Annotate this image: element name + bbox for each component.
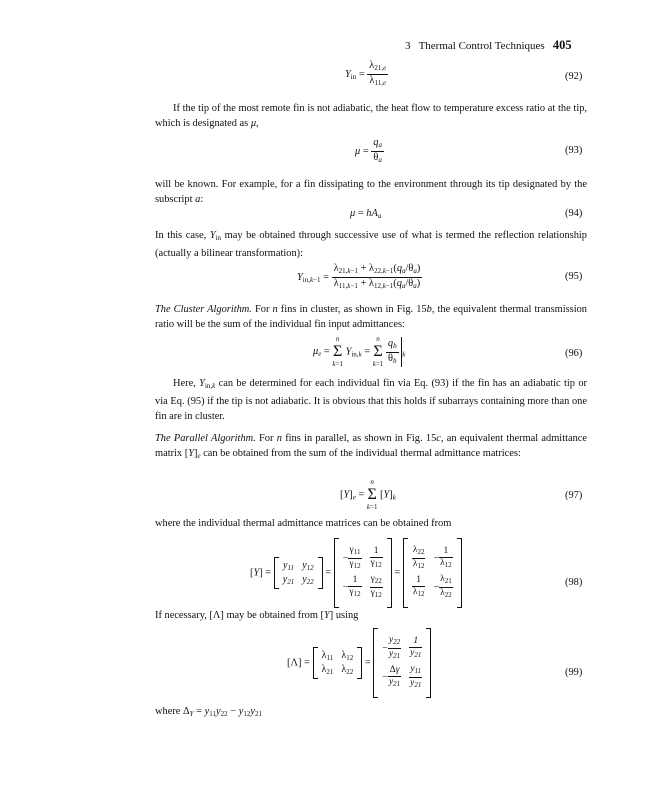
equation-94: $\mu = hA_a$ [350,208,382,220]
equation-97: $[Y]_e$ = n Σ k=1 $[Y]_k$ [340,478,396,511]
equation-92: $Y_{in}$ = $\frac{\lambda_{21,e}}{\lambda_{11,e}}$ [345,60,387,87]
paragraph-8: If necessary, [Λ] may be obtained from [Y] using [155,610,359,621]
paragraph-9: where $\Delta_Y = y_{11}y_{22} - y_{12}y_{21}$ [155,706,262,718]
equation-number-93: (93) [565,145,583,156]
equation-93: μ = $\frac{q_a}{\theta_a}$ [355,137,382,164]
page-number: 405 [552,38,572,52]
paragraph-1: If the tip of the most remote fin is not adiabatic, the heat flow to temperature excess ratio at the tip, which is designated as μ, [155,103,587,129]
equation-number-96: (96) [565,348,583,359]
chapter-title: Thermal Control Techniques [418,40,545,52]
equation-number-99: (99) [565,667,583,678]
equation-95: $Y_{in,k-1}$ = $\frac{\lambda_{21,k-1} + \lambda_{22,k-1}(q_a/\theta_a)}{\lambda_{11,k-1} + \lambda_{12,k-1}(q_a/\theta_a)}$ [297,263,421,290]
equation-number-97: (97) [565,490,583,501]
paragraph-7: where the individual thermal admittance matrices can be obtained from [155,518,452,529]
equation-96: $\mu_e$ = n Σ k=1 $Y_{in,k}$ = n Σ k=1 $\frac{q_b}{\theta_b}$ $_k$ [313,335,406,368]
paragraph-6: The Parallel Algorithm. For n fins in parallel, as shown in Fig. 15c, an equivalent thermal admittance matrix $[Y]_e$ can be obtained from the sum of the individual thermal admittance matrices: [155,433,588,460]
equation-number-98: (98) [565,577,583,588]
paragraph-4: The Cluster Algorithm. For n fins in cluster, as shown in Fig. 15b, the equivalent thermal transmission ratio will be the sum of the individual fin input admittances: [155,304,587,330]
chapter-number: 3 [405,40,411,52]
equation-number-92: (92) [565,71,583,82]
paragraph-2: will be known. For example, for a fin dissipating to the environment through its tip designated by the subscript a: [155,179,587,205]
equation-number-95: (95) [565,271,583,282]
equation-98: $[Y] = y_{11}$ $y_{12}$ $y_{21}$ $y_{22}$ = − $\frac{\gamma_{11}}{\gamma_{12}}$ $\frac{1}{\gamma_{12}}$ − $\frac{1}{\gamma_{12}}$ $\frac{\gamma_{22}}{\gamma_{12}}$ = $\frac{\lambda_{22}}{\lambda_{12}}$ − $\frac{1}{\lambda_{12}}$ $\frac{1}{\lambda_{12}}$ − $\frac{\lambda_{21}}{\lambda_{22}}$ [250,538,462,608]
running-header [405,38,572,53]
equation-number-94: (94) [565,208,583,219]
paragraph-5: Here, $Y_{in,k}$ can be determined for each individual fin via Eq. (93) if the fin has an adiabatic tip or via Eq. (95) if the tip is not adiabatic. It is obvious that this holds if subarrays containing more than one fin are in cluster. [155,378,587,422]
paragraph-3: In this case, $Y_{in}$ may be obtained through successive use of what is termed the reflection relationship (actually a bilinear transformation): [155,230,587,259]
equation-99: $[\Lambda] = \lambda_{11}$ $\lambda_{12}$ $\lambda_{21}$ $\lambda_{22}$ = − $\frac{y_{22}}{y_{21}}$ $\frac{1}{y_{21}}$ − $\frac{\Delta\gamma}{y_{21}}$ $\frac{y_{11}}{y_{21}}$ [287,628,431,698]
